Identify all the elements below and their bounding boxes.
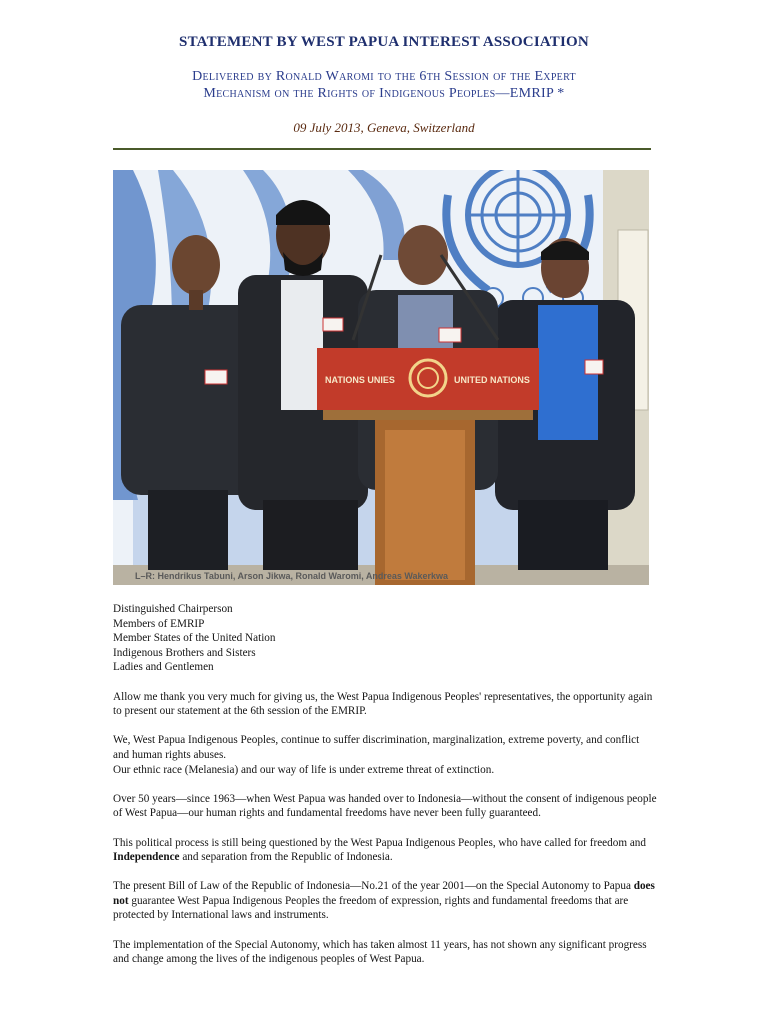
- salutation-line: Indigenous Brothers and Sisters: [113, 646, 256, 659]
- document-title: STATEMENT BY WEST PAPUA INTEREST ASSOCIATION: [179, 34, 589, 50]
- bold-text: does not: [113, 880, 655, 907]
- statement-body: [113, 602, 658, 981]
- group-photo: [113, 170, 649, 585]
- podium-label-english: UNITED NATIONS: [454, 375, 530, 385]
- document-subtitle: [100, 68, 668, 102]
- header-divider: [113, 148, 651, 150]
- paragraph-history: Over 50 years—since 1963—when West Papua was handed over to Indonesia—without the consent of indigenous people of West Papua—our human rights and fundamental freedoms have never been fully guaranteed.: [113, 792, 657, 820]
- bold-text: Independence: [113, 851, 180, 864]
- paragraph-line: Our ethnic race (Melanesia) and our way of life is under extreme threat of extinction.: [113, 763, 495, 776]
- salutation-line: Members of EMRIP: [113, 617, 205, 630]
- subtitle-line-1: Delivered by Ronald Waromi to the 6th Session of the Expert: [192, 69, 576, 84]
- salutations: [113, 602, 658, 675]
- salutation-line: Distinguished Chairperson: [113, 603, 233, 615]
- paragraph-discrimination: [113, 733, 658, 777]
- paragraph-autonomy-law: [113, 879, 658, 923]
- text-span: and separation from the Republic of Indonesia.: [179, 851, 393, 864]
- paragraph-line: We, West Papua Indigenous Peoples, continue to suffer discrimination, marginalization, extreme poverty, and conflict and human rights abuses.: [113, 734, 640, 761]
- paragraph-independence: [113, 836, 658, 865]
- text-span: This political process is still being questioned by the West Papua Indigenous Peoples, who have called for freedom and: [113, 836, 646, 849]
- paragraph-implementation: The implementation of the Special Autonomy, which has taken almost 11 years, has not shown any significant progress and change among the lives of the indigenous peoples of West Papua.: [113, 938, 647, 966]
- paragraph-thanks: Allow me thank you very much for giving us, the West Papua Indigenous Peoples' representatives, the opportunity again to present our statement at the 6th session of the EMRIP.: [113, 690, 653, 718]
- text-span: guarantee West Papua Indigenous Peoples the freedom of expression, rights and fundamental freedoms that are protected by International laws and instruments.: [113, 894, 629, 922]
- salutation-line: Member States of the United Nation: [113, 632, 276, 645]
- photo-illustration: [113, 170, 649, 585]
- subtitle-line-2: Mechanism on the Rights of Indigenous Peoples—EMRIP *: [203, 86, 565, 101]
- podium-label-french: NATIONS UNIES: [325, 375, 395, 385]
- salutation-line: Ladies and Gentlemen: [113, 661, 214, 674]
- photo-caption: L–R: Hendrikus Tabuni, Arson Jikwa, Ronald Waromi, Andreas Wakerkwa: [135, 571, 449, 581]
- document-date: 09 July 2013, Geneva, Switzerland: [293, 120, 475, 135]
- text-span: The present Bill of Law of the Republic of Indonesia—No.21 of the year 2001—on the Special Autonomy to Papua: [113, 880, 634, 893]
